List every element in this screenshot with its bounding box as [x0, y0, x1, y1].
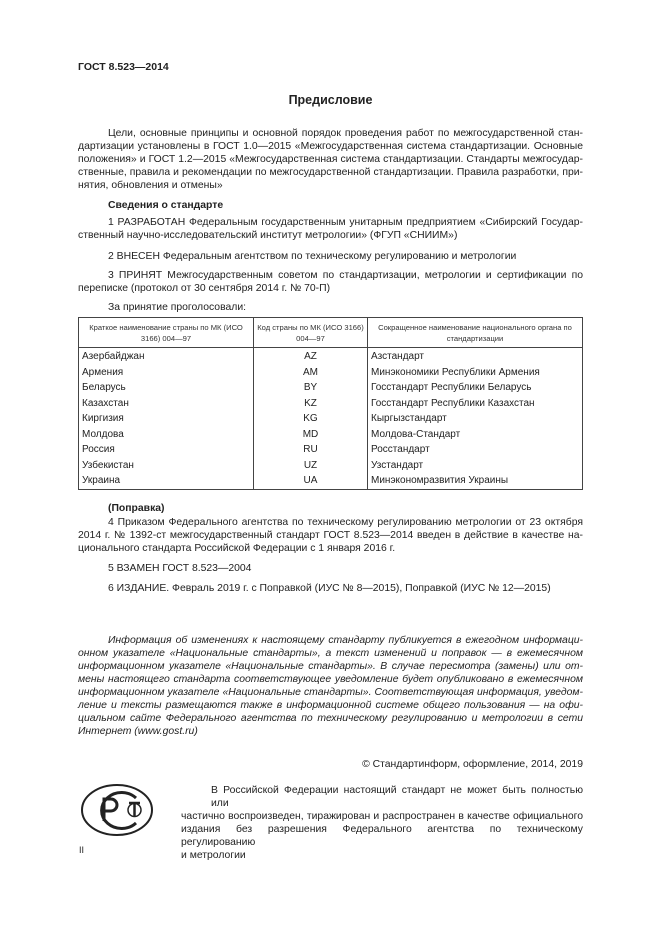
voting-countries-table	[78, 317, 583, 490]
text-line: 4 Приказом Федерального агентства по техническому регулированию метрологии от 23 октября	[108, 517, 583, 528]
text-line: дартизации установлены в ГОСТ 1.0—2015 «Межгосударственная система стандартизации. Основные	[78, 141, 583, 152]
text-line: циальном сайте Федерального агентства по техническому регулированию и метрологии в сети	[78, 713, 583, 724]
country-name-cell: Россия	[79, 442, 254, 458]
table-row	[79, 411, 583, 427]
item-4-enacted	[78, 516, 583, 555]
country-code-cell: AZ	[254, 348, 368, 365]
header-country-name: Краткое наименование страны по МК (ИСО 3166) 004—97	[79, 318, 254, 348]
country-code-cell: UA	[254, 473, 368, 489]
table-row	[79, 365, 583, 381]
item-1-developed	[78, 216, 583, 242]
page-title: Предисловие	[288, 93, 373, 107]
info-heading: Сведения о стандарте	[108, 200, 224, 211]
text-line: и метрологии	[181, 850, 246, 861]
text-line: ление и тексты размещаются также в информационной системе общего пользования — на офи-	[78, 700, 583, 711]
rights-notice	[181, 784, 583, 862]
text-line: частично воспроизведен, тиражирован и распространен в качестве официального	[181, 811, 583, 822]
table-row	[79, 427, 583, 443]
item-2-submitted	[78, 250, 583, 263]
country-name-cell: Украина	[79, 473, 254, 489]
country-name-cell: Беларусь	[79, 380, 254, 396]
country-code-cell: RU	[254, 442, 368, 458]
item-3-adopted	[78, 269, 583, 295]
text-line: 2 ВНЕСЕН Федеральным агентством по техническому регулированию и метрологии	[108, 251, 517, 262]
text-line: Интернет (www.gost.ru)	[78, 726, 198, 737]
table-row	[79, 348, 583, 365]
header-standards-body: Сокращенное наименование национального органа по стандартизации	[368, 318, 583, 348]
country-code-cell: AM	[254, 365, 368, 381]
copyright-line: © Стандартинформ, оформление, 2014, 2019	[362, 759, 583, 770]
change-notice-paragraph	[78, 634, 583, 738]
text-line: Информация об изменениях к настоящему стандарту публикуется в ежегодном информаци-	[108, 635, 583, 646]
text-line: 5 ВЗАМЕН ГОСТ 8.523—2004	[108, 563, 252, 574]
document-id-header: ГОСТ 8.523—2014	[78, 61, 169, 73]
table-row	[79, 458, 583, 474]
text-line: мены настоящего стандарта соответствующее уведомление будет опубликовано в ежемесячном	[78, 674, 583, 685]
standards-body-cell: Кыргызстандарт	[368, 411, 583, 427]
text-line: Цели, основные принципы и основной порядок проведения работ по межгосударственной стан-	[108, 128, 583, 139]
country-code-cell: UZ	[254, 458, 368, 474]
country-name-cell: Азербайджан	[79, 348, 254, 365]
text-line: В Российской Федерации настоящий стандарт не может быть полностью или	[211, 785, 583, 809]
country-code-cell: BY	[254, 380, 368, 396]
country-name-cell: Казахстан	[79, 396, 254, 412]
text-line: переписке (протокол от 30 сентября 2014 г. № 70-П)	[78, 283, 331, 294]
text-line: онном указателе «Национальные стандарты», а текст изменений и поправок — в ежемесячном	[78, 648, 583, 659]
table-header-row	[79, 318, 583, 348]
intro-paragraph	[78, 127, 583, 192]
country-code-cell: KZ	[254, 396, 368, 412]
text-line: ционального стандарта Российской Федерации с 1 января 2016 г.	[78, 543, 396, 554]
text-line: информационном указателе «Национальные стандарты». В случае пересмотра (замены) или от-	[78, 661, 583, 672]
item-6-edition	[78, 582, 583, 595]
text-line: 6 ИЗДАНИЕ. Февраль 2019 г. с Поправкой (ИУС № 8—2015), Поправкой (ИУС № 12—2015)	[108, 583, 551, 594]
voted-label: За принятие проголосовали:	[108, 302, 247, 313]
text-line: положения» и ГОСТ 1.2—2015 «Межгосударственная система стандартизации. Стандарты межгосудар-	[78, 154, 583, 165]
header-country-code: Код страны по МК (ИСО 3166) 004—97	[254, 318, 368, 348]
table-row	[79, 442, 583, 458]
text-line: 3 ПРИНЯТ Межгосударственным советом по стандартизации, метрологии и сертификации по	[108, 270, 583, 281]
standards-body-cell: Узстандарт	[368, 458, 583, 474]
country-name-cell: Киргизия	[79, 411, 254, 427]
text-line: 2014 г. № 1392-ст межгосударственный стандарт ГОСТ 8.523—2014 введен в действие в качестве на-	[78, 530, 583, 541]
standards-body-cell: Молдова-Стандарт	[368, 427, 583, 443]
standards-body-cell: Росстандарт	[368, 442, 583, 458]
table-row	[79, 396, 583, 412]
text-line: ственные, правила и рекомендации по межгосударственной стандартизации. Правила разработки, при-	[78, 167, 583, 178]
country-name-cell: Молдова	[79, 427, 254, 443]
table-row	[79, 473, 583, 489]
standards-body-cell: Азстандарт	[368, 348, 583, 365]
amendment-label: (Поправка)	[108, 503, 165, 514]
item-5-replaces	[78, 562, 583, 575]
standards-body-cell: Минэкономразвития Украины	[368, 473, 583, 489]
standards-body-cell: Госстандарт Республики Казахстан	[368, 396, 583, 412]
standards-body-cell: Минэкономики Республики Армения	[368, 365, 583, 381]
country-code-cell: MD	[254, 427, 368, 443]
country-name-cell: Узбекистан	[79, 458, 254, 474]
text-line: информационном указателе «Национальные стандарты». Соответствующая информация, уведом-	[78, 687, 583, 698]
text-line: нятия, обновления и отмены»	[78, 180, 223, 191]
text-line: ственный научно-исследовательский институт метрологии» (ФГУП «СНИИМ»)	[78, 230, 458, 241]
country-name-cell: Армения	[79, 365, 254, 381]
table-row	[79, 380, 583, 396]
page-number: II	[79, 845, 85, 855]
text-line: издания без разрешения Федерального агентства по техническому регулированию	[181, 824, 583, 848]
rst-logo	[80, 783, 154, 840]
standards-body-cell: Госстандарт Республики Беларусь	[368, 380, 583, 396]
country-code-cell: KG	[254, 411, 368, 427]
text-line: 1 РАЗРАБОТАН Федеральным государственным унитарным предприятием «Сибирский Государ-	[108, 217, 583, 228]
